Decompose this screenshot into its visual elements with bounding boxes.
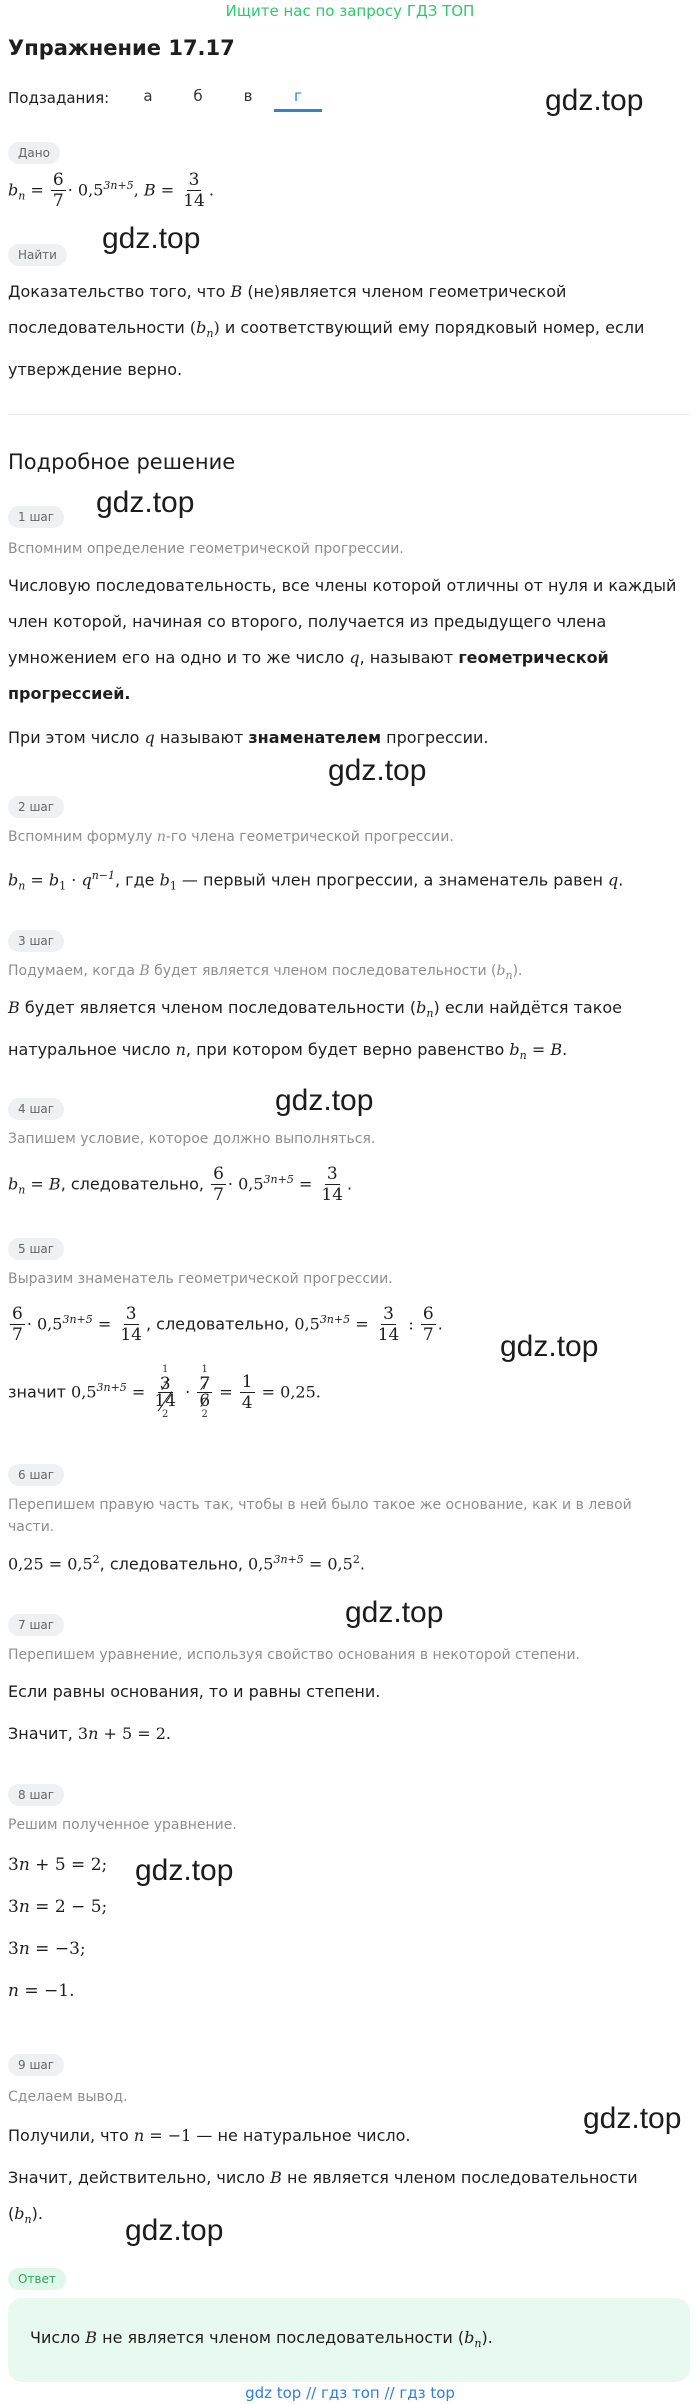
given-pill: Дано xyxy=(8,142,60,164)
given-block xyxy=(8,142,60,164)
find-pill: Найти xyxy=(8,244,67,266)
tab-v[interactable]: в xyxy=(243,87,253,105)
step-8-hint: Решим полученное уравнение. xyxy=(8,1817,237,1833)
footer-links[interactable]: gdz top // гдз топ // гдз top xyxy=(245,2384,455,2402)
find-block xyxy=(8,244,67,266)
step-7-pill: 7 шаг xyxy=(8,1614,64,1636)
step-2-pill: 2 шаг xyxy=(8,796,64,818)
watermark: gdz.top xyxy=(500,1330,599,1363)
watermark: gdz.top xyxy=(125,2214,224,2247)
watermark: gdz.top xyxy=(102,222,201,255)
page-title: Упражнение 17.17 xyxy=(8,36,235,60)
tab-a[interactable]: а xyxy=(143,87,153,105)
step-2-formula: $b_n = b_1 \cdot q^{n-1}$, где $b_1$ — первый член прогрессии, а знаменатель равен q. xyxy=(8,869,624,893)
top-banner[interactable]: Ищите нас по запросу ГДЗ ТОП xyxy=(225,2,475,20)
step-8-body: 3n + 5 = 2; 3n = 2 − 5; 3n = −3; n = −1. xyxy=(8,1855,108,2001)
step-5-formula-2: значит $0,5^{3n+5}$ = 1 3 14 2 · 1 7 6 2 = $\frac{1}{4}$ = 0,25. xyxy=(8,1364,321,1421)
step-4-formula: $b_n = B$, следовательно, $\frac{6}{7}$ · $0,5^{3n+5}$ = $\frac{3}{14}$ . xyxy=(8,1164,353,1206)
step-4-pill: 4 шаг xyxy=(8,1098,64,1120)
tab-b[interactable]: б xyxy=(193,87,203,105)
watermark: gdz.top xyxy=(96,486,195,519)
given-formula: $b_n$ = $\frac{6}{7}$ · $0,5^{3n+5}$, B = $\frac{3}{14}$ . xyxy=(8,170,214,212)
watermark: gdz.top xyxy=(328,754,427,787)
answer-pill: Ответ xyxy=(8,2268,66,2290)
watermark: gdz.top xyxy=(545,84,644,117)
tab-g[interactable]: г xyxy=(274,84,322,112)
step-3-body: B будет является членом последовательности $(b_n)$ если найдётся такое натуральное число n, при котором будет верно равенство $b_n = B$. xyxy=(8,998,622,1063)
step-1-body: Числовую последовательность, все члены которой отличны от нуля и каждый член которой, начиная со второго, получается из предыдущего члена умножением его на одно и то же число q, называют геометрической прогрессией. При этом число q называют знаменателем прогрессии. xyxy=(8,576,677,747)
step-8-pill: 8 шаг xyxy=(8,1784,64,1806)
step-9-hint: Сделаем вывод. xyxy=(8,2089,128,2105)
step-7-hint: Перепишем уравнение, используя свойство основания в некоторой степени. xyxy=(8,1647,580,1663)
watermark: gdz.top xyxy=(135,1854,234,1887)
step-9-body: Получили, что n = −1 — не натуральное число. Значит, действительно, число B не является членом последовательности $(b_n)$. xyxy=(8,2126,638,2227)
answer-box: Число B не является членом последовательности $(b_n)$. xyxy=(8,2298,690,2382)
solution-title: Подробное решение xyxy=(8,450,236,474)
watermark: gdz.top xyxy=(583,2102,682,2135)
step-6-pill: 6 шаг xyxy=(8,1464,64,1486)
step-5-hint: Выразим знаменатель геометрической прогрессии. xyxy=(8,1271,393,1287)
step-4-hint: Запишем условие, которое должно выполняться. xyxy=(8,1131,376,1147)
find-text: Доказательство того, что B (не)является членом геометрической последовательности $(b_n)$ и соответствующий ему порядковый номер, если утверждение верно. xyxy=(8,282,645,380)
divider xyxy=(8,414,690,415)
step-1-pill: 1 шаг xyxy=(8,506,64,528)
step-6-formula: $0,25 = 0,5^2$, следовательно, $0,5^{3n+5} = 0,5^2$. xyxy=(8,1553,365,1574)
step-6-hint: Перепишем правую часть так, чтобы в ней было такое же основание, как и в левой части. xyxy=(8,1497,632,1535)
step-5-formula-1: $\frac{6}{7}$ · $0,5^{3n+5}$ = $\frac{3}{14}$ , следовательно, $0,5^{3n+5}$ = $\frac{3}{14}$ : $\frac{6}{7}$ . xyxy=(12,1304,443,1346)
watermark: gdz.top xyxy=(275,1084,374,1117)
step-9-pill: 9 шаг xyxy=(8,2054,64,2076)
watermark: gdz.top xyxy=(345,1596,444,1629)
step-7-body: Если равны основания, то и равны степени. Значит, 3n + 5 = 2. xyxy=(8,1682,381,1743)
step-5-pill: 5 шаг xyxy=(8,1238,64,1260)
step-3-pill: 3 шаг xyxy=(8,930,64,952)
step-3-hint: Подумаем, когда B будет является членом последовательности $(b_n)$. xyxy=(8,963,523,982)
step-2-hint: Вспомним формулу n-го члена геометрической прогрессии. xyxy=(8,829,454,845)
step-1-hint: Вспомним определение геометрической прогрессии. xyxy=(8,541,404,557)
subtasks-label: Подзадания: xyxy=(8,89,110,107)
